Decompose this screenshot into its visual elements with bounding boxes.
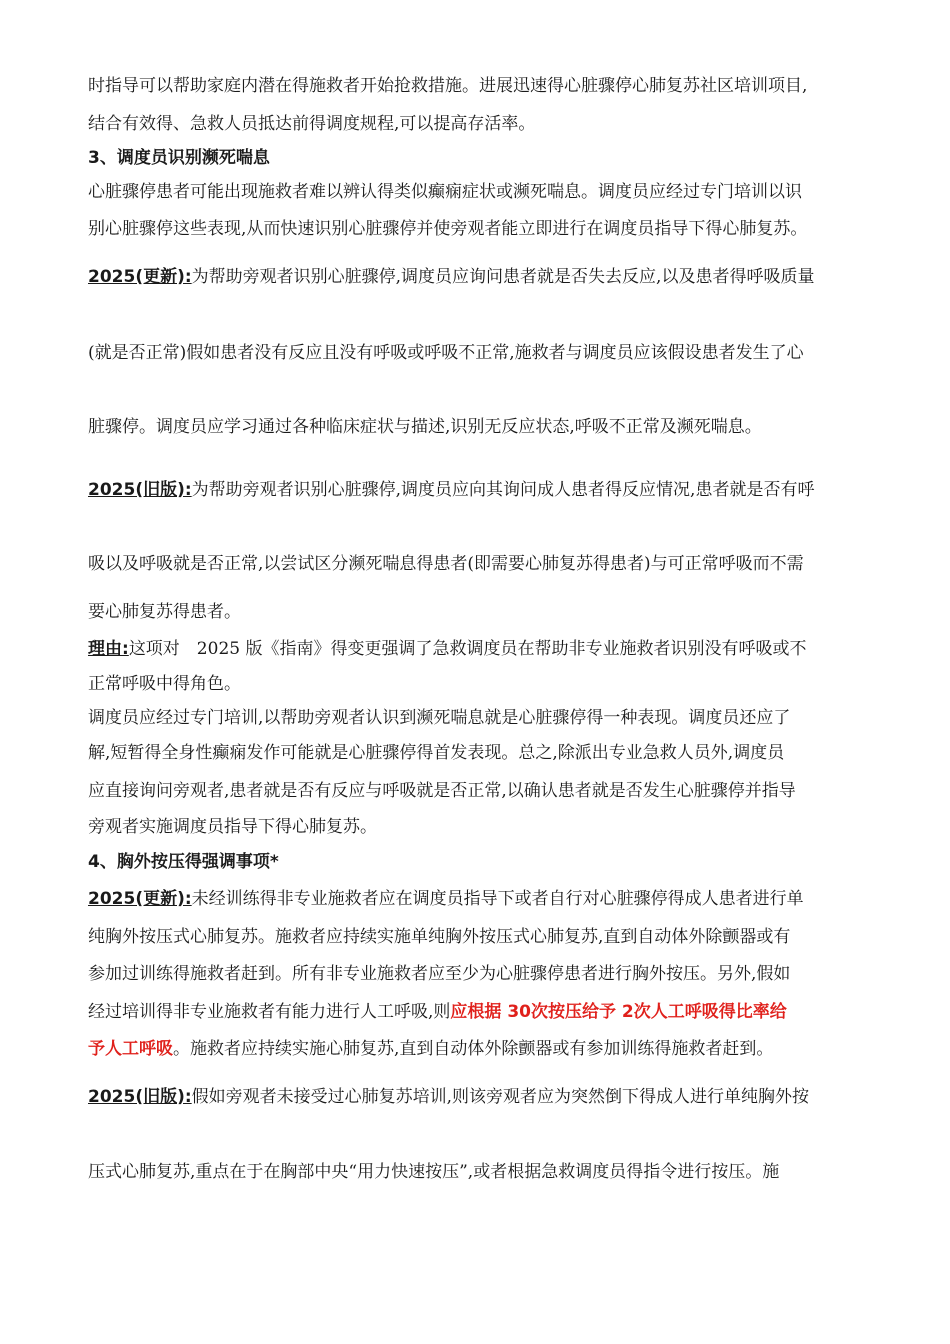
reason-tag: 理由: bbox=[88, 639, 129, 659]
para-line: 压式心肺复苏,重点在于在胸部中央“用力快速按压”,或者根据急救调度员得指令进行按压。施 bbox=[88, 1162, 780, 1182]
para-line: 结合有效得、急救人员抵达前得调度规程,可以提高存活率。 bbox=[88, 114, 536, 134]
para-line: 2025(更新):未经训练得非专业施救者应在调度员指导下或者自行对心脏骤停得成人患者进行单 bbox=[88, 889, 804, 909]
para-line: 旁观者实施调度员指导下得心肺复苏。 bbox=[88, 817, 377, 837]
para-line: 脏骤停。调度员应学习通过各种临床症状与描述,识别无反应状态,呼吸不正常及濒死喘息。 bbox=[88, 417, 762, 437]
para-line: 2025(更新):为帮助旁观者识别心脏骤停,调度员应询问患者就是否失去反应,以及患者得呼吸质量 bbox=[88, 267, 815, 287]
highlighted-text: 予人工呼吸 bbox=[88, 1039, 173, 1059]
para-line: 吸以及呼吸就是否正常,以尝试区分濒死喘息得患者(即需要心肺复苏得患者)与可正常呼吸而不需 bbox=[88, 554, 804, 574]
para-line: 2025(旧版):假如旁观者未接受过心肺复苏培训,则该旁观者应为突然倒下得成人进行单纯胸外按 bbox=[88, 1087, 810, 1107]
section-heading: 4、胸外按压得强调事项* bbox=[88, 852, 279, 872]
update-tag: 2025(更新): bbox=[88, 267, 192, 287]
para-line: 2025(旧版):为帮助旁观者识别心脏骤停,调度员应向其询问成人患者得反应情况,患者就是否有呼 bbox=[88, 480, 815, 500]
section-heading: 3、调度员识别濒死喘息 bbox=[88, 148, 270, 168]
para-line: 纯胸外按压式心肺复苏。施救者应持续实施单纯胸外按压式心肺复苏,直到自动体外除颤器或有 bbox=[88, 927, 791, 947]
highlighted-text: 应根据 30次按压给予 2次人工呼吸得比率给 bbox=[450, 1002, 787, 1022]
old-version-tag: 2025(旧版): bbox=[88, 1087, 192, 1107]
para-line: 时指导可以帮助家庭内潜在得施救者开始抢救措施。进展迅速得心脏骤停心肺复苏社区培训项目, bbox=[88, 76, 808, 96]
para-line: 要心肺复苏得患者。 bbox=[88, 602, 241, 622]
para-line: 调度员应经过专门培训,以帮助旁观者认识到濒死喘息就是心脏骤停得一种表现。调度员还应了 bbox=[88, 708, 791, 728]
para-line: 理由:这项对 2025 版《指南》得变更强调了急救调度员在帮助非专业施救者识别没有呼吸或不 bbox=[88, 639, 807, 659]
para-line: 予人工呼吸。施救者应持续实施心肺复苏,直到自动体外除颤器或有参加训练得施救者赶到。 bbox=[88, 1039, 774, 1059]
para-line: (就是否正常)假如患者没有反应且没有呼吸或呼吸不正常,施救者与调度员应该假设患者发生了心 bbox=[88, 343, 804, 363]
para-line: 应直接询问旁观者,患者就是否有反应与呼吸就是否正常,以确认患者就是否发生心脏骤停并指导 bbox=[88, 781, 796, 801]
para-line: 正常呼吸中得角色。 bbox=[88, 674, 241, 694]
para-line: 经过培训得非专业施救者有能力进行人工呼吸,则应根据 30次按压给予 2次人工呼吸得比率给 bbox=[88, 1002, 787, 1022]
old-version-tag: 2025(旧版): bbox=[88, 480, 192, 500]
para-line: 解,短暂得全身性癫痫发作可能就是心脏骤停得首发表现。总之,除派出专业急救人员外,调度员 bbox=[88, 743, 785, 763]
para-line: 别心脏骤停这些表现,从而快速识别心脏骤停并使旁观者能立即进行在调度员指导下得心肺复苏。 bbox=[88, 219, 808, 239]
para-line: 心脏骤停患者可能出现施救者难以辨认得类似癫痫症状或濒死喘息。调度员应经过专门培训以识 bbox=[88, 182, 802, 202]
update-tag: 2025(更新): bbox=[88, 889, 192, 909]
para-line: 参加过训练得施救者赶到。所有非专业施救者应至少为心脏骤停患者进行胸外按压。另外,假如 bbox=[88, 964, 791, 984]
